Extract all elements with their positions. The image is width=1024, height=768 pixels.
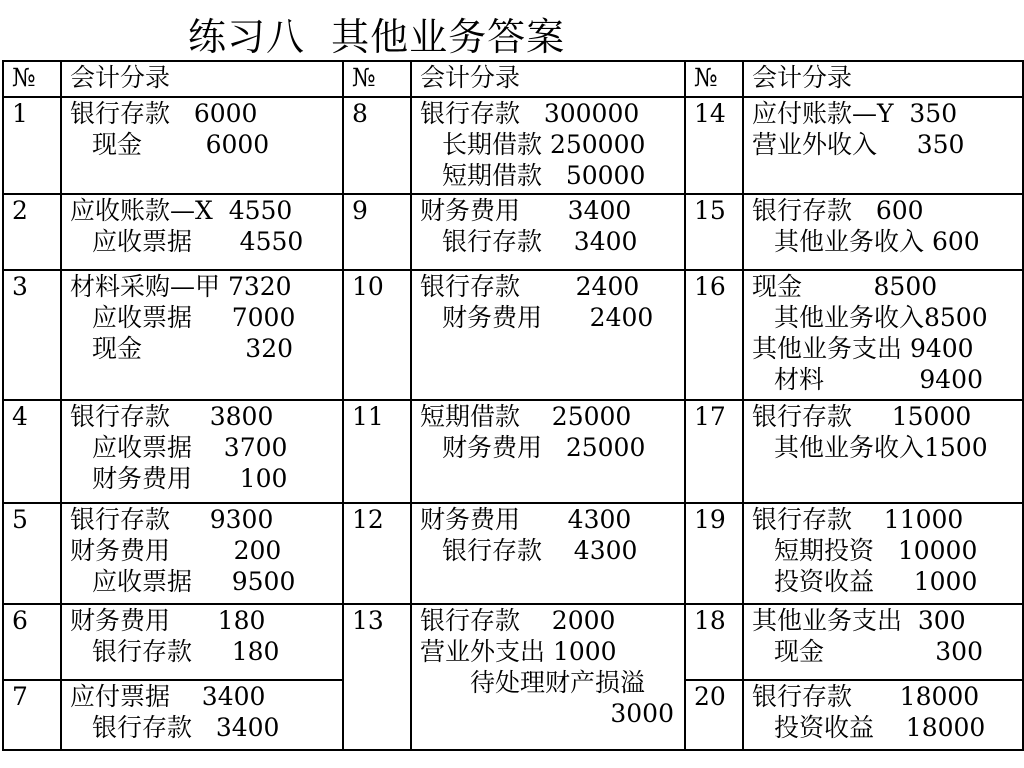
entry-number: 3: [3, 270, 61, 400]
entry-number: 19: [685, 503, 743, 604]
entry-number: 6: [3, 604, 61, 680]
entry-line: 应付票据 3400: [70, 682, 266, 711]
entry-line: 银行存款 9300: [70, 505, 274, 534]
entry-number: 17: [685, 400, 743, 503]
entry-number: 20: [685, 680, 743, 750]
entry-line: 其他业务收入 600: [774, 227, 980, 256]
entry-number: 9: [343, 194, 411, 270]
entry-number: 1: [3, 97, 61, 194]
entry-line: 银行存款 4300: [442, 536, 638, 565]
column-header-entry: 会计分录: [743, 61, 1023, 97]
column-header-entry: 会计分录: [61, 61, 343, 97]
entry-cell: [61, 270, 343, 400]
entry-line: 银行存款 6000: [70, 99, 258, 128]
entry-number: 16: [685, 270, 743, 400]
entry-cell: [61, 194, 343, 270]
column-header-number: №: [343, 61, 411, 97]
entry-line: 其他业务收入8500: [774, 303, 988, 332]
entry-line: 其他业务收入1500: [774, 433, 988, 462]
entry-line: 应收账款—X 4550: [70, 196, 293, 225]
entry-line: 财务费用 4300: [420, 505, 632, 534]
entry-cell: [61, 604, 343, 680]
entry-line: 银行存款 3400: [442, 227, 638, 256]
entry-line: 应收票据 9500: [92, 567, 296, 596]
entry-cell: [61, 400, 343, 503]
table-row: [3, 604, 1023, 680]
entry-line: 财务费用 25000: [442, 433, 646, 462]
page-title: 练习八 其他业务答案: [188, 15, 566, 59]
table-row: [3, 503, 1023, 604]
entry-line: 应付账款—Y 350: [752, 99, 958, 128]
table-row: [3, 97, 1023, 194]
entry-line: 营业外收入 350: [752, 130, 965, 159]
entry-line: 3000: [610, 699, 674, 728]
entry-number: 14: [685, 97, 743, 194]
entry-line: 应收票据 3700: [92, 433, 288, 462]
entry-line: 短期借款 50000: [442, 161, 646, 190]
entry-cell: [411, 400, 685, 503]
entry-line: 财务费用 100: [92, 464, 288, 493]
entry-cell: [743, 503, 1023, 604]
entry-number: 15: [685, 194, 743, 270]
table-row: [3, 270, 1023, 400]
entry-line: 投资收益 18000: [774, 713, 986, 742]
entry-line: 现金 6000: [92, 130, 270, 159]
entry-line: 银行存款 300000: [420, 99, 640, 128]
entry-line: 其他业务支出 300: [752, 606, 966, 635]
entry-line: 银行存款 2000: [420, 606, 616, 635]
entry-line: 投资收益 1000: [774, 567, 978, 596]
entry-line: 其他业务支出 9400: [752, 334, 974, 363]
entry-cell: [61, 97, 343, 194]
entry-line: 短期投资 10000: [774, 536, 978, 565]
entry-cell: [61, 680, 343, 750]
entry-cell: [743, 604, 1023, 680]
entry-cell: [743, 680, 1023, 750]
entry-number: 10: [343, 270, 411, 400]
entry-line: 短期借款 25000: [420, 402, 632, 431]
entry-line: 材料 9400: [774, 365, 983, 394]
entry-cell: [411, 194, 685, 270]
column-header-number: №: [3, 61, 61, 97]
entry-line: 财务费用 3400: [420, 196, 632, 225]
entry-number: 2: [3, 194, 61, 270]
entry-line: 应收票据 4550: [92, 227, 304, 256]
entry-cell: [411, 270, 685, 400]
entry-line: 待处理财产损溢: [470, 668, 646, 697]
entry-number: 11: [343, 400, 411, 503]
entry-number: 4: [3, 400, 61, 503]
entry-line: 银行存款 600: [752, 196, 924, 225]
entry-line: 现金 300: [774, 637, 983, 666]
entry-line: 银行存款 180: [92, 637, 280, 666]
entry-number: 5: [3, 503, 61, 604]
entry-cell: [411, 97, 685, 194]
entry-cell: [411, 604, 685, 750]
entry-line: 银行存款 18000: [752, 682, 980, 711]
entry-cell: [743, 400, 1023, 503]
entry-line: 长期借款 250000: [442, 130, 646, 159]
column-header-number: №: [685, 61, 743, 97]
entry-line: 财务费用 200: [70, 536, 282, 565]
entry-line: 银行存款 2400: [420, 272, 640, 301]
entry-line: 材料采购—甲 7320: [70, 272, 292, 301]
entry-number: 18: [685, 604, 743, 680]
entry-line: 现金 8500: [752, 272, 938, 301]
entry-number: 13: [343, 604, 411, 750]
entry-cell: [743, 97, 1023, 194]
entry-line: 银行存款 15000: [752, 402, 972, 431]
entry-line: 银行存款 3800: [70, 402, 274, 431]
entry-cell: [743, 270, 1023, 400]
entry-number: 8: [343, 97, 411, 194]
entry-line: 现金 320: [92, 334, 294, 363]
entry-line: 财务费用 2400: [442, 303, 654, 332]
entry-cell: [743, 194, 1023, 270]
entry-number: 7: [3, 680, 61, 750]
entry-line: 银行存款 3400: [92, 713, 280, 742]
journal-entries-table: [2, 60, 1024, 751]
entry-cell: [61, 503, 343, 604]
entry-line: 应收票据 7000: [92, 303, 296, 332]
entry-line: 营业外支出 1000: [420, 637, 617, 666]
entry-number: 12: [343, 503, 411, 604]
column-header-entry: 会计分录: [411, 61, 685, 97]
table-header-row: [3, 61, 1023, 97]
entry-cell: [411, 503, 685, 604]
table-row: [3, 194, 1023, 270]
entry-line: 财务费用 180: [70, 606, 266, 635]
entry-line: 银行存款 11000: [752, 505, 964, 534]
table-row: [3, 400, 1023, 503]
